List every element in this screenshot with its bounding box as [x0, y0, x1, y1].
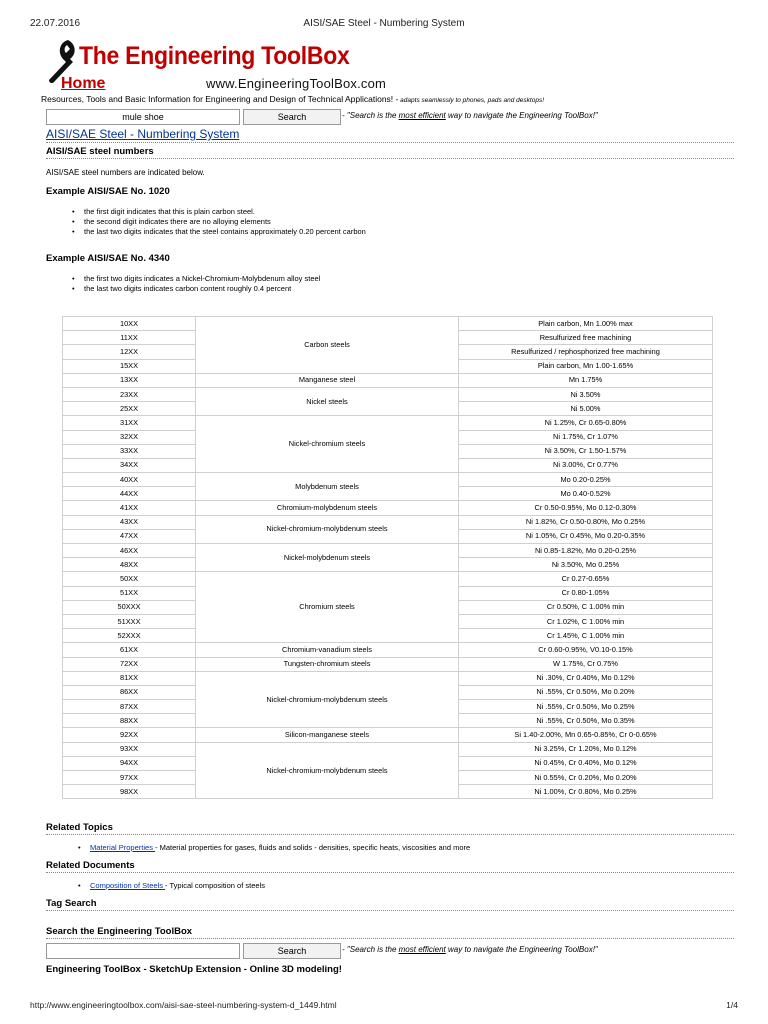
- steel-code-cell: 50XXX: [63, 600, 196, 614]
- table-row: [63, 317, 713, 331]
- tagline: Resources, Tools and Basic Information for Engineering and Design of Technical Applications! - adapts seamlessly to phones, pads and desktops!: [41, 94, 544, 104]
- steel-group-cell: Nickel-chromium-molybdenum steels: [196, 515, 459, 543]
- steel-composition-cell: Ni 1.05%, Cr 0.45%, Mo 0.20-0.35%: [459, 529, 713, 543]
- steel-code-cell: 34XX: [63, 458, 196, 472]
- steel-group-cell: Nickel steels: [196, 387, 459, 415]
- related-topics-heading: Related Topics: [46, 822, 113, 833]
- steel-composition-cell: W 1.75%, Cr 0.75%: [459, 657, 713, 671]
- steel-code-cell: 98XX: [63, 785, 196, 799]
- steel-numbering-table: [62, 316, 713, 799]
- steel-group-cell: Nickel-chromium-molybdenum steels: [196, 671, 459, 728]
- search-note: - "Search is the most efficient way to navigate the Engineering ToolBox!": [342, 111, 598, 120]
- example-1-heading: Example AISI/SAE No. 1020: [46, 186, 170, 197]
- table-row: [63, 657, 713, 671]
- table-row: [63, 416, 713, 430]
- steel-composition-cell: Ni 0.85-1.82%, Mo 0.20-0.25%: [459, 544, 713, 558]
- divider: [46, 872, 734, 873]
- steel-composition-cell: Ni 0.55%, Cr 0.20%, Mo 0.20%: [459, 771, 713, 785]
- list-item: • the first digit indicates that this is plain carbon steel.: [72, 207, 255, 216]
- steel-composition-cell: Cr 0.50-0.95%, Mo 0.12-0.30%: [459, 501, 713, 515]
- steel-code-cell: 12XX: [63, 345, 196, 359]
- steel-group-cell: Molybdenum steels: [196, 473, 459, 501]
- steel-group-cell: Carbon steels: [196, 317, 459, 374]
- page-number: 1/4: [726, 1000, 738, 1010]
- table-row: [63, 501, 713, 515]
- table-row: [63, 387, 713, 401]
- print-footer: [30, 1000, 738, 1010]
- steel-composition-cell: Mn 1.75%: [459, 373, 713, 387]
- search-toolbox-heading: Search the Engineering ToolBox: [46, 926, 193, 937]
- steel-code-cell: 51XXX: [63, 614, 196, 628]
- steel-composition-cell: Ni 1.00%, Cr 0.80%, Mo 0.25%: [459, 785, 713, 799]
- steel-group-cell: Silicon-manganese steels: [196, 728, 459, 742]
- steel-code-cell: 88XX: [63, 714, 196, 728]
- steel-composition-cell: Resulfurized / rephosphorized free machining: [459, 345, 713, 359]
- steel-code-cell: 32XX: [63, 430, 196, 444]
- steel-composition-cell: Si 1.40-2.00%, Mn 0.65-0.85%, Cr 0-0.65%: [459, 728, 713, 742]
- steel-composition-cell: Ni 3.50%: [459, 387, 713, 401]
- steel-composition-cell: Ni 1.25%, Cr 0.65-0.80%: [459, 416, 713, 430]
- steel-code-cell: 48XX: [63, 558, 196, 572]
- list-item: • Material Properties - Material properties for gases, fluids and solids - densities, specific heats, viscosities and more: [78, 843, 471, 852]
- page-title[interactable]: AISI/SAE Steel - Numbering System: [46, 127, 240, 141]
- steel-code-cell: 52XXX: [63, 629, 196, 643]
- steel-code-cell: 11XX: [63, 331, 196, 345]
- table-row: [63, 515, 713, 529]
- steel-group-cell: Nickel-chromium-molybdenum steels: [196, 742, 459, 799]
- steel-code-cell: 15XX: [63, 359, 196, 373]
- steel-code-cell: 25XX: [63, 402, 196, 416]
- steel-composition-cell: Ni .55%, Cr 0.50%, Mo 0.25%: [459, 700, 713, 714]
- steel-code-cell: 51XX: [63, 586, 196, 600]
- steel-code-cell: 50XX: [63, 572, 196, 586]
- steel-code-cell: 97XX: [63, 771, 196, 785]
- list-item: • the last two digits indicates carbon content roughly 0.4 percent: [72, 284, 292, 293]
- steel-code-cell: 61XX: [63, 643, 196, 657]
- steel-code-cell: 94XX: [63, 756, 196, 770]
- table-row: [63, 742, 713, 756]
- example-2-heading: Example AISI/SAE No. 4340: [46, 253, 170, 264]
- steel-code-cell: 41XX: [63, 501, 196, 515]
- table-row: [63, 544, 713, 558]
- table-row: [63, 643, 713, 657]
- steel-code-cell: 33XX: [63, 444, 196, 458]
- steel-group-cell: Chromium-molybdenum steels: [196, 501, 459, 515]
- table-row: [63, 373, 713, 387]
- related-topics-list: [78, 843, 470, 853]
- steel-composition-cell: Ni 3.25%, Cr 1.20%, Mo 0.12%: [459, 742, 713, 756]
- steel-composition-cell: Ni .55%, Cr 0.50%, Mo 0.20%: [459, 685, 713, 699]
- related-documents-heading: Related Documents: [46, 860, 135, 871]
- logo[interactable]: [46, 38, 446, 94]
- list-item: • the first two digits indicates a Nickel-Chromium-Molybdenum alloy steel: [72, 274, 321, 283]
- steel-code-cell: 43XX: [63, 515, 196, 529]
- steel-composition-cell: Ni .30%, Cr 0.40%, Mo 0.12%: [459, 671, 713, 685]
- home-link[interactable]: Home: [61, 75, 106, 92]
- steel-code-cell: 72XX: [63, 657, 196, 671]
- steel-composition-cell: Mo 0.40-0.52%: [459, 487, 713, 501]
- brand-name: The Engineering ToolBox: [79, 42, 350, 70]
- table-row: [63, 572, 713, 586]
- search-button[interactable]: Search: [243, 109, 341, 125]
- table-row: [63, 671, 713, 685]
- material-properties-link[interactable]: Material Properties: [90, 843, 156, 852]
- steel-code-cell: 13XX: [63, 373, 196, 387]
- steel-composition-cell: Ni 5.00%: [459, 402, 713, 416]
- steel-group-cell: Nickel-molybdenum steels: [196, 544, 459, 572]
- steel-composition-cell: Resulfurized free machining: [459, 331, 713, 345]
- steel-composition-cell: Cr 0.60-0.95%, V0.10-0.15%: [459, 643, 713, 657]
- composition-of-steels-link[interactable]: Composition of Steels: [90, 881, 166, 890]
- search-bar-top: [46, 109, 726, 125]
- steel-composition-cell: Ni 1.75%, Cr 1.07%: [459, 430, 713, 444]
- steel-composition-cell: Cr 0.80-1.05%: [459, 586, 713, 600]
- search-input[interactable]: mule shoe: [46, 109, 240, 125]
- divider: [46, 938, 734, 939]
- steel-code-cell: 46XX: [63, 544, 196, 558]
- steel-code-cell: 86XX: [63, 685, 196, 699]
- example-2-list: [72, 274, 320, 294]
- search-bar-bottom: [46, 943, 726, 959]
- list-item: • the second digit indicates there are no alloying elements: [72, 217, 271, 226]
- steel-code-cell: 31XX: [63, 416, 196, 430]
- steel-composition-cell: Ni 0.45%, Cr 0.40%, Mo 0.12%: [459, 756, 713, 770]
- steel-composition-cell: Ni 3.50%, Cr 1.50-1.57%: [459, 444, 713, 458]
- steel-group-cell: Chromium-vanadium steels: [196, 643, 459, 657]
- sketchup-heading[interactable]: Engineering ToolBox - SketchUp Extension - Online 3D modeling!: [46, 964, 342, 975]
- steel-code-cell: 81XX: [63, 671, 196, 685]
- related-documents-list: [78, 881, 265, 891]
- search-button[interactable]: Search: [243, 943, 341, 959]
- steel-code-cell: 47XX: [63, 529, 196, 543]
- steel-group-cell: Nickel-chromium steels: [196, 416, 459, 473]
- divider: [46, 910, 734, 911]
- table-row: [63, 728, 713, 742]
- steel-code-cell: 92XX: [63, 728, 196, 742]
- tag-search-heading: Tag Search: [46, 898, 97, 909]
- steel-code-cell: 93XX: [63, 742, 196, 756]
- print-title: AISI/SAE Steel - Numbering System: [303, 18, 465, 29]
- steel-composition-cell: Ni .55%, Cr 0.50%, Mo 0.35%: [459, 714, 713, 728]
- divider: [46, 158, 734, 159]
- steel-code-cell: 10XX: [63, 317, 196, 331]
- list-item: • Composition of Steels - Typical composition of steels: [78, 881, 265, 890]
- print-date: 22.07.2016: [30, 18, 81, 29]
- divider: [46, 834, 734, 835]
- intro-text: AISI/SAE steel numbers are indicated below.: [46, 168, 205, 177]
- steel-composition-cell: Cr 0.50%, C 1.00% min: [459, 600, 713, 614]
- steel-composition-cell: Cr 1.02%, C 1.00% min: [459, 614, 713, 628]
- search-note: - "Search is the most efficient way to navigate the Engineering ToolBox!": [342, 945, 598, 954]
- table-row: [63, 473, 713, 487]
- steel-composition-cell: Cr 0.27-0.65%: [459, 572, 713, 586]
- steel-group-cell: Chromium steels: [196, 572, 459, 643]
- footer-url: http://www.engineeringtoolbox.com/aisi-sae-steel-numbering-system-d_1449.html: [30, 1000, 337, 1010]
- steel-composition-cell: Ni 1.82%, Cr 0.50-0.80%, Mo 0.25%: [459, 515, 713, 529]
- steel-code-cell: 23XX: [63, 387, 196, 401]
- example-1-list: [72, 207, 366, 237]
- steel-composition-cell: Ni 3.00%, Cr 0.77%: [459, 458, 713, 472]
- steel-code-cell: 87XX: [63, 700, 196, 714]
- divider: [46, 142, 734, 143]
- steel-composition-cell: Plain carbon, Mn 1.00-1.65%: [459, 359, 713, 373]
- steel-group-cell: Manganese steel: [196, 373, 459, 387]
- steel-code-cell: 40XX: [63, 473, 196, 487]
- steel-composition-cell: Mo 0.20-0.25%: [459, 473, 713, 487]
- search-input[interactable]: [46, 943, 240, 959]
- site-url: www.EngineeringToolBox.com: [206, 76, 387, 91]
- list-item: • the last two digits indicates that the steel contains approximately 0.20 percent carbon: [72, 227, 366, 236]
- steel-composition-cell: Plain carbon, Mn 1.00% max: [459, 317, 713, 331]
- section-heading-numbers: AISI/SAE steel numbers: [46, 146, 154, 157]
- steel-composition-cell: Ni 3.50%, Mo 0.25%: [459, 558, 713, 572]
- steel-group-cell: Tungsten-chromium steels: [196, 657, 459, 671]
- steel-composition-cell: Cr 1.45%, C 1.00% min: [459, 629, 713, 643]
- steel-code-cell: 44XX: [63, 487, 196, 501]
